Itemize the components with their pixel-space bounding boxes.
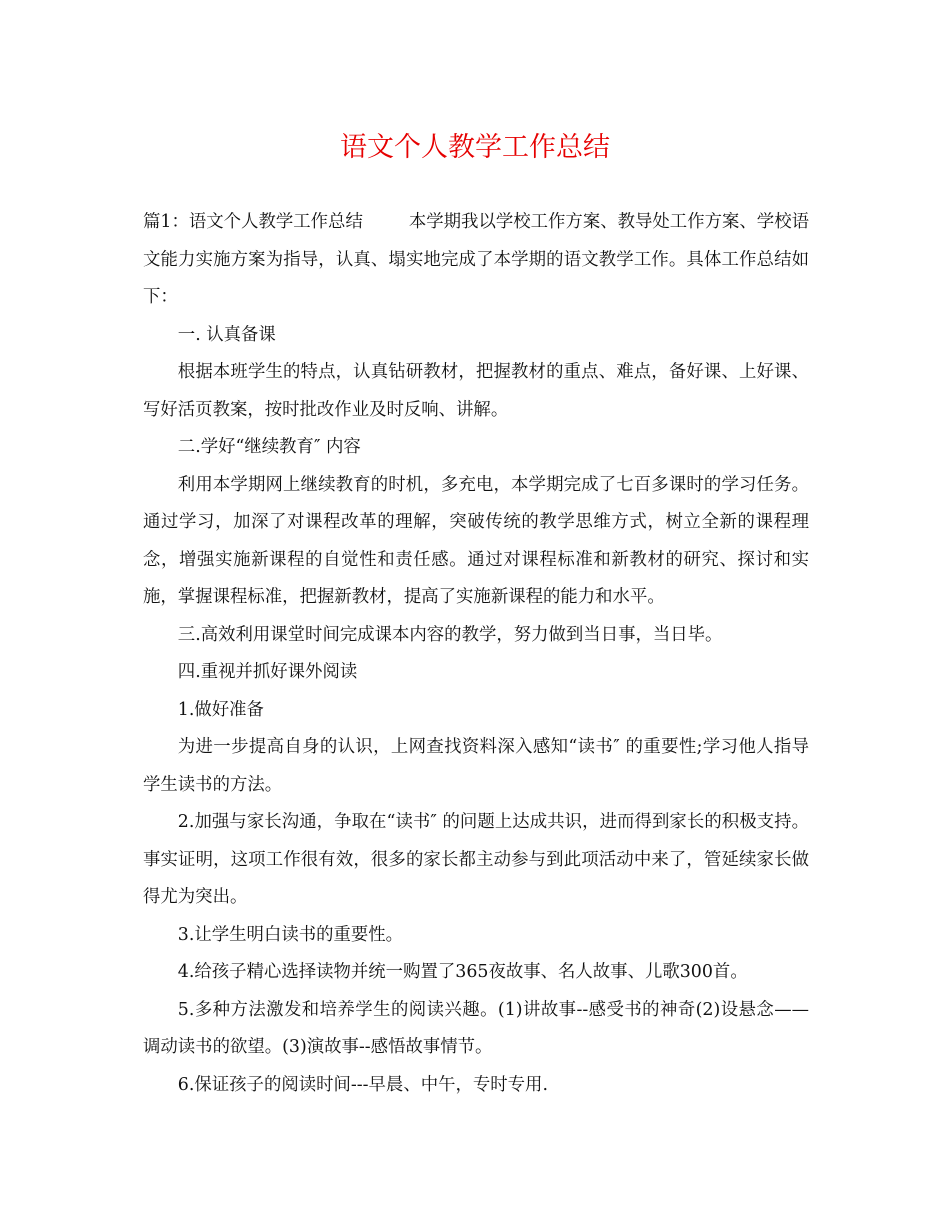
section-heading-1: 一. 认真备课 [177, 324, 276, 345]
intro-label: 篇1：语文个人教学工作总结 [143, 212, 363, 232]
intro-paragraph [143, 204, 809, 317]
paragraph: 利用本学期网上继续教育的时机，多充电，本学期完成了七百多课时的学习任务。通过学习，加深了对课程改革的理解，突破传统的教学思维方式，树立全新的课程理念，增强实施新课程的自觉性和责任感。通过对课程标准和新教材的研究、探讨和实施，掌握课程标准，把握新教材，提高了实施新课程的能力和水平。 [143, 474, 809, 607]
list-item: 3.让学生明白读书的重要性。 [177, 924, 404, 945]
paragraph: 为进一步提高自身的认识，上网查找资料深入感知“读书″ 的重要性;学习他人指导学生读书的方法。 [143, 737, 809, 795]
list-item: 4.给孩子精心选择读物并统一购置了365夜故事、名人故事、儿歌300首。 [177, 962, 748, 982]
document-title: 语文个人教学工作总结 [340, 132, 610, 163]
document-body [143, 204, 809, 1104]
section-heading-2: 二.学好“继续教育″ 内容 [177, 437, 361, 457]
section-heading-3: 三.高效利用课堂时间完成课本内容的教学，努力做到当日事，当日毕。 [177, 624, 723, 645]
list-item: 1.做好准备 [177, 699, 264, 720]
section-heading-4: 四.重视并抓好课外阅读 [177, 662, 358, 682]
list-item: 2.加强与家长沟通，争取在“读书″ 的问题上达成共识，进而得到家长的积极支持。事实证明，这项工作很有效，很多的家长都主动参与到此项活动中来了，管延续家长做得尤为突出。 [143, 812, 809, 907]
paragraph: 根据本班学生的特点，认真钻研教材，把握教材的重点、难点，备好课、上好课、写好活页教案，按时批改作业及时反响、讲解。 [143, 362, 809, 420]
intro-text: 本学期我以学校工作方案、教导处工作方案、学校语文能力实施方案为指导，认真、塌实地完成了本学期的语文教学工作。具体工作总结如下： [143, 212, 809, 307]
list-item: 5.多种方法激发和培养学生的阅读兴趣。(1)讲故事--感受书的神奇(2)设悬念——调动读书的欲望。(3)演故事--感悟故事情节。 [143, 999, 809, 1057]
list-item: 6.保证孩子的阅读时间---早晨、中午，专时专用. [177, 1074, 548, 1095]
